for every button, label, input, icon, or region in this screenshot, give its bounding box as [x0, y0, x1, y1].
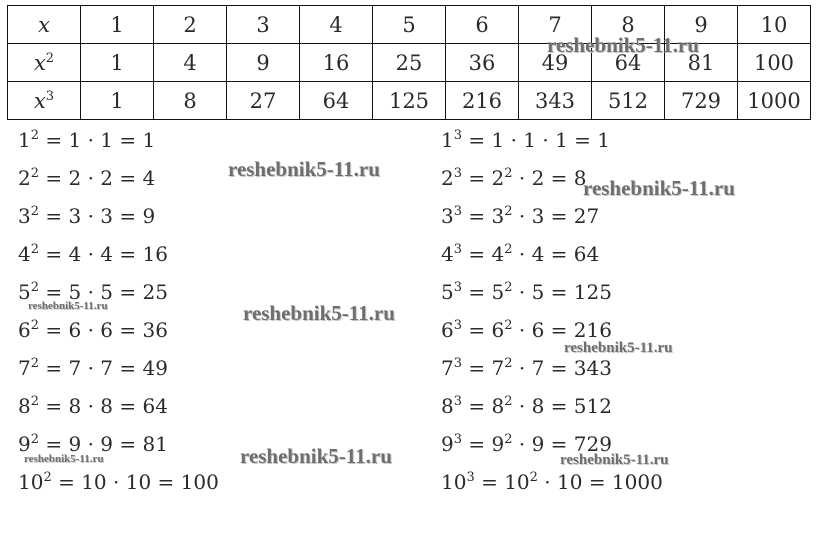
eq-rest: · 8 = 512 [512, 394, 612, 418]
table-cell: 6 [446, 6, 519, 44]
table-cell: 81 [665, 44, 738, 82]
table-cell: 4 [300, 6, 373, 44]
eq-base: 10 [441, 470, 467, 494]
powers-table [7, 5, 811, 120]
eq-exponent: 3 [453, 432, 463, 447]
eq-exponent: 2 [43, 470, 52, 485]
eq-exponent: 3 [453, 280, 463, 295]
eq-middle-exponent: 2 [504, 394, 513, 409]
eq-base: 7 [18, 356, 31, 380]
table-cell: 1 [81, 6, 154, 44]
eq-rest: · 7 = 343 [512, 356, 612, 380]
eq-rest: · 10 = 1000 [537, 470, 663, 494]
table-cell: 16 [300, 44, 373, 82]
cube-equation [441, 394, 612, 418]
eq-middle: = 1 · 1 · 1 = 1 [462, 128, 611, 152]
eq-base: 1 [18, 128, 31, 152]
eq-middle: = 9 [462, 432, 505, 456]
eq-rest: = 9 · 9 = 81 [39, 432, 168, 456]
eq-base: 4 [441, 242, 454, 266]
table-cell: 8 [592, 6, 665, 44]
square-equation [18, 356, 168, 380]
cube-equation [441, 470, 663, 494]
eq-exponent: 2 [30, 204, 40, 219]
eq-middle: = 6 [462, 318, 505, 342]
table-cell: 729 [665, 82, 738, 120]
eq-base: 4 [18, 242, 31, 266]
eq-base: 9 [441, 432, 454, 456]
eq-rest: = 1 · 1 = 1 [39, 128, 156, 152]
eq-middle: = 5 [462, 280, 505, 304]
row-header-base: x [33, 50, 46, 75]
table-cell: 1 [81, 44, 154, 82]
eq-middle: = 8 [462, 394, 505, 418]
watermark: reshebnik5-11.ru [547, 33, 699, 57]
row-header-exponent: 3 [45, 88, 55, 104]
eq-base: 3 [441, 204, 454, 228]
eq-rest: · 3 = 27 [512, 204, 600, 228]
eq-middle: = 7 [462, 356, 505, 380]
eq-middle-exponent: 2 [529, 470, 538, 485]
eq-base: 8 [441, 394, 454, 418]
cube-equation [441, 280, 612, 304]
square-equation [18, 394, 168, 418]
eq-rest: · 9 = 729 [512, 432, 612, 456]
eq-middle: = 10 [474, 470, 530, 494]
eq-rest: = 5 · 5 = 25 [39, 280, 168, 304]
eq-exponent: 3 [453, 394, 463, 409]
eq-exponent: 2 [30, 166, 40, 181]
eq-base: 5 [441, 280, 454, 304]
table-cell: 9 [227, 44, 300, 82]
watermark: reshebnik5-11.ru [564, 340, 673, 356]
eq-rest: · 5 = 125 [512, 280, 612, 304]
eq-rest: = 8 · 8 = 64 [39, 394, 168, 418]
watermark: reshebnik5-11.ru [583, 176, 735, 200]
eq-base: 5 [18, 280, 31, 304]
table-cell: 4 [154, 44, 227, 82]
square-equation [18, 128, 155, 152]
cube-equation [441, 318, 612, 342]
square-equation [18, 318, 168, 342]
eq-exponent: 3 [453, 242, 463, 257]
table-cell: 1000 [738, 82, 811, 120]
watermark: reshebnik5-11.ru [240, 444, 392, 468]
watermark: reshebnik5-11.ru [28, 300, 108, 312]
eq-exponent: 2 [30, 356, 40, 371]
eq-exponent: 3 [453, 166, 463, 181]
eq-rest: = 6 · 6 = 36 [39, 318, 168, 342]
row-header-x-text: x [38, 12, 50, 37]
eq-rest: = 10 · 10 = 100 [51, 470, 219, 494]
eq-exponent: 3 [453, 128, 463, 143]
eq-middle-exponent: 2 [504, 242, 513, 257]
table-cell: 100 [738, 44, 811, 82]
row-header-x-cubed [8, 82, 81, 120]
eq-rest: = 2 · 2 = 4 [39, 166, 156, 190]
eq-exponent: 3 [453, 318, 463, 333]
eq-base: 8 [18, 394, 31, 418]
eq-rest: · 2 = 8 [512, 166, 587, 190]
square-equation [18, 166, 155, 190]
table-cell: 3 [227, 6, 300, 44]
row-header-x [8, 6, 81, 44]
cube-equation [441, 128, 610, 152]
eq-middle-exponent: 2 [504, 432, 513, 447]
watermark: reshebnik5-11.ru [560, 452, 669, 468]
table-cell: 125 [373, 82, 446, 120]
eq-base: 6 [441, 318, 454, 342]
table-cell: 10 [738, 6, 811, 44]
eq-middle-exponent: 2 [504, 356, 513, 371]
row-header-x-squared [8, 44, 81, 82]
eq-exponent: 2 [30, 128, 40, 143]
eq-middle-exponent: 2 [504, 204, 513, 219]
row-header-base: x [33, 88, 46, 113]
table-cell: 512 [592, 82, 665, 120]
eq-base: 10 [18, 470, 44, 494]
eq-middle-exponent: 2 [504, 166, 513, 181]
table-cell: 9 [665, 6, 738, 44]
square-equation [18, 242, 168, 266]
eq-rest: · 6 = 216 [512, 318, 612, 342]
table-cell: 27 [227, 82, 300, 120]
eq-exponent: 3 [453, 356, 463, 371]
cube-equation [441, 166, 587, 190]
watermark: reshebnik5-11.ru [24, 453, 104, 465]
eq-exponent: 2 [30, 432, 40, 447]
eq-middle-exponent: 2 [504, 318, 513, 333]
eq-exponent: 2 [30, 280, 40, 295]
eq-middle: = 2 [462, 166, 505, 190]
table-cell: 8 [154, 82, 227, 120]
watermark: reshebnik5-11.ru [228, 157, 380, 181]
table-cell: 64 [592, 44, 665, 82]
table-cell: 7 [519, 6, 592, 44]
eq-rest: = 3 · 3 = 9 [39, 204, 156, 228]
eq-base: 2 [441, 166, 454, 190]
cube-equation [441, 242, 599, 266]
row-header-exponent: 2 [45, 50, 55, 66]
eq-base: 7 [441, 356, 454, 380]
eq-middle: = 4 [462, 242, 505, 266]
eq-exponent: 2 [30, 318, 40, 333]
eq-middle: = 3 [462, 204, 505, 228]
eq-base: 2 [18, 166, 31, 190]
table-cell: 49 [519, 44, 592, 82]
eq-exponent: 3 [453, 204, 463, 219]
table-cell: 5 [373, 6, 446, 44]
table-cell: 36 [446, 44, 519, 82]
table-row-x-cubed [8, 82, 811, 120]
eq-base: 3 [18, 204, 31, 228]
watermark: reshebnik5-11.ru [243, 301, 395, 325]
eq-base: 9 [18, 432, 31, 456]
table-cell: 1 [81, 82, 154, 120]
eq-rest: = 4 · 4 = 16 [39, 242, 168, 266]
eq-middle-exponent: 2 [504, 280, 513, 295]
square-equation [18, 470, 219, 494]
eq-rest: = 7 · 7 = 49 [39, 356, 168, 380]
cube-equation [441, 356, 612, 380]
table-cell: 2 [154, 6, 227, 44]
eq-exponent: 2 [30, 242, 40, 257]
table-cell: 343 [519, 82, 592, 120]
cube-equation [441, 204, 599, 228]
eq-base: 1 [441, 128, 454, 152]
table-cell: 216 [446, 82, 519, 120]
eq-rest: · 4 = 64 [512, 242, 600, 266]
table-cell: 25 [373, 44, 446, 82]
square-equation [18, 204, 155, 228]
eq-exponent: 2 [30, 394, 40, 409]
eq-exponent: 3 [466, 470, 475, 485]
table-cell: 64 [300, 82, 373, 120]
eq-base: 6 [18, 318, 31, 342]
